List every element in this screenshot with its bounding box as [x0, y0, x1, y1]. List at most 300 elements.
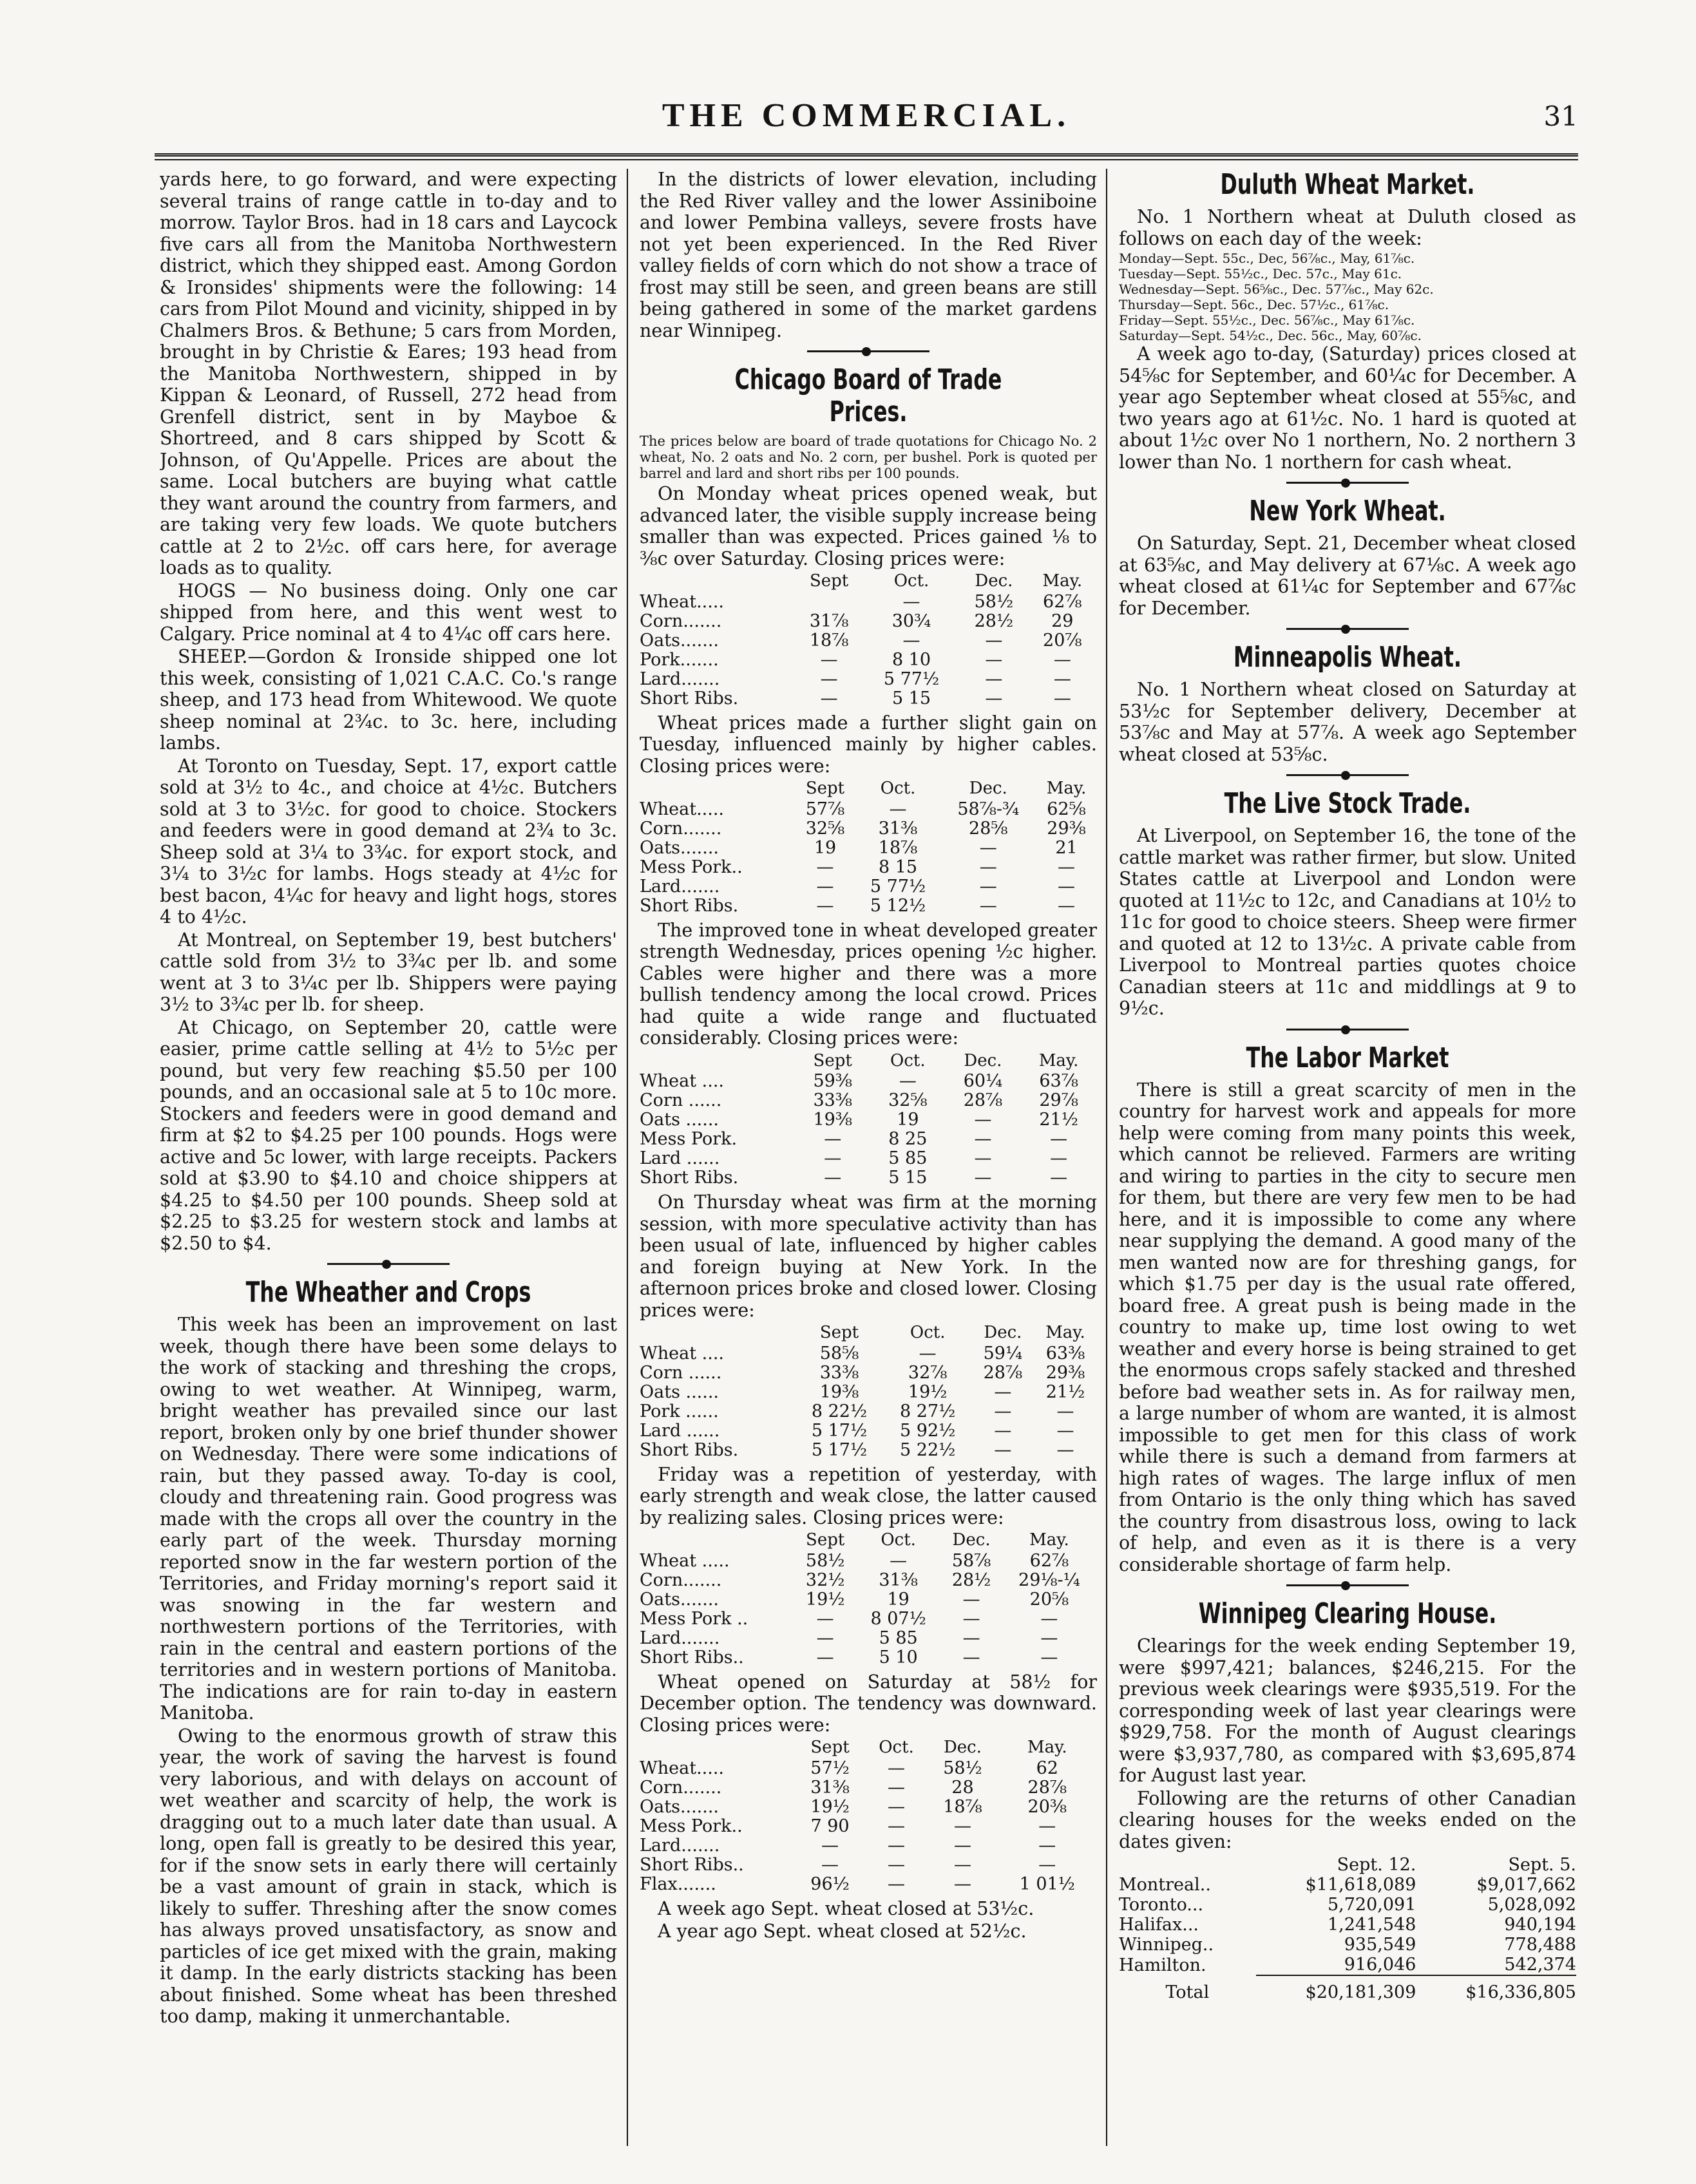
price-value: —: [979, 876, 997, 897]
price-value: —: [1058, 857, 1076, 877]
commodity-label: Short Ribs.: [640, 1439, 739, 1460]
price-value: —: [1050, 1129, 1068, 1149]
price-row: [640, 858, 1097, 877]
article-paragraph: SHEEP.—Gordon & Ironside shipped one lot this week, consisting of 1,021 C.A.C. Co.'s range sheep, and 173 head from Whitewood. We quote sheep nominal at 2¾c. to 3c. here, including lambs.: [160, 646, 617, 754]
price-value: —: [1050, 1148, 1068, 1168]
commodity-label: Corn.......: [640, 1777, 722, 1798]
price-value: 58½: [805, 1550, 845, 1571]
price-value: —: [994, 1382, 1012, 1402]
article-paragraph: Clearings for the week ending September 19, were $997,421; balances, $246,215. For the previous week clearings were $935,519. For the corresponding week of last year clearings were $929,758. For the month of August clearings were $3,937,780, as compared with $3,695,874 for August last year.: [1119, 1635, 1576, 1786]
price-value: —: [1038, 1816, 1056, 1836]
article-paragraph: Friday was a repetition of yesterday, with early strength and weak close, the latter caused by realizing sales. Closing prices were:: [640, 1463, 1097, 1528]
price-value: —: [974, 1110, 992, 1130]
price-column-header: Sept: [813, 1050, 852, 1070]
price-value: —: [979, 837, 997, 858]
article-paragraph: A week ago Sept. wheat closed at 53½c.: [658, 1897, 1034, 1919]
price-value: 8 27½: [900, 1401, 956, 1421]
price-value: —: [824, 1168, 842, 1188]
column-divider: [627, 169, 628, 2146]
price-value: —: [962, 1628, 980, 1648]
price-value: —: [1040, 1647, 1058, 1667]
price-value: 5 22½: [900, 1439, 956, 1460]
price-column-header: [640, 1322, 795, 1344]
price-value: 32⅞: [908, 1362, 948, 1383]
commodity-label: Short Ribs..: [640, 1854, 744, 1875]
price-row: [640, 1817, 1097, 1836]
price-row: [640, 800, 1097, 819]
price-column-header: May.: [1038, 1050, 1079, 1070]
clearing-value: 1,241,548: [1327, 1915, 1416, 1935]
price-value: 28½: [974, 611, 1014, 631]
price-column-header: May.: [1029, 1530, 1069, 1550]
masthead: [155, 97, 1578, 142]
price-value: 58⅝: [819, 1343, 859, 1363]
price-value: 19: [897, 1110, 919, 1130]
duluth-day-quote: Tuesday—Sept. 55½c., Dec. 57c., May 61c.: [1119, 266, 1402, 281]
price-value: 28⅝: [969, 818, 1008, 839]
price-value: 5 10: [879, 1647, 918, 1667]
price-row: [640, 1421, 1097, 1441]
price-column-header: Dec.: [975, 571, 1013, 591]
price-value: 32½: [805, 1570, 845, 1590]
price-value: —: [890, 1550, 908, 1571]
price-value: 5 77½: [870, 876, 926, 897]
price-value: 58½: [974, 591, 1014, 612]
price-value: —: [953, 1854, 971, 1875]
price-value: —: [1056, 1420, 1074, 1441]
price-value: 63⅜: [1045, 1343, 1085, 1363]
price-value: —: [888, 1816, 905, 1836]
price-row: [640, 1344, 1097, 1363]
price-row: [640, 612, 1097, 631]
clearing-total-value: $20,181,309: [1256, 1975, 1416, 2002]
price-row: [640, 1759, 1097, 1778]
price-column-header: Dec.: [969, 779, 1007, 798]
price-table: [640, 1050, 1097, 1188]
price-value: 5 17½: [811, 1439, 868, 1460]
price-value: —: [974, 1168, 992, 1188]
article-paragraph: A year ago Sept. wheat closed at 52½c.: [658, 1921, 1027, 1942]
commodity-label: Wheat.....: [640, 1758, 724, 1778]
commodity-label: Wheat .....: [640, 1550, 730, 1571]
price-value: 58⅞-¾: [957, 799, 1020, 819]
price-value: —: [821, 1854, 839, 1875]
commodity-label: Oats.......: [640, 1796, 719, 1817]
price-value: —: [902, 591, 920, 612]
price-value: —: [985, 669, 1003, 689]
commodity-label: Lard.......: [640, 876, 720, 897]
price-row: [640, 819, 1097, 839]
commodity-label: Lard.......: [640, 1835, 720, 1856]
price-value: —: [1058, 876, 1076, 897]
price-column-header: Sept: [806, 1530, 845, 1550]
price-column-header: Oct.: [880, 779, 916, 798]
city-label: Montreal..: [1119, 1875, 1211, 1895]
price-value: —: [1053, 688, 1071, 708]
price-value: 1 01½: [1019, 1874, 1075, 1894]
price-value: —: [979, 895, 997, 916]
column-1: [160, 169, 617, 2159]
price-value: —: [1040, 1608, 1058, 1629]
commodity-label: Mess Pork..: [640, 857, 743, 877]
clearing-value: 542,374: [1504, 1955, 1576, 1975]
clearing-value: 5,720,091: [1327, 1895, 1416, 1915]
price-value: —: [902, 630, 920, 650]
price-table-header: [640, 1322, 1097, 1344]
article-paragraph: The improved tone in wheat developed greater strength Wednesday, prices opening ½c higher. Cables were higher and there was a more bullish tendency among the local crowd. Prices had quite a wide range and fluctuated considerably. Closing prices were:: [640, 919, 1097, 1049]
article-paragraph: At Liverpool, on September 16, the tone of the cattle market was rather firmer, but slow. United States cattle at Liverpool and London were quoted at 11½c to 12c, and Canadians at 10½ to 11c for good to choice steers. Sheep were firmer and quoted at 12 to 13½c. A private cable from Liverpool to Montreal parties quotes choice Canadian steers at 11c and middlings at 9 to 9½c.: [1119, 825, 1576, 1019]
price-table-header: [640, 778, 1097, 800]
price-value: 31⅞: [809, 611, 849, 631]
article-paragraph: Following are the returns of other Canadian clearing houses for the weeks ended on the dates given:: [1119, 1787, 1576, 1852]
price-value: 28: [951, 1777, 974, 1798]
price-value: —: [994, 1420, 1012, 1441]
price-value: 18⅞: [809, 630, 849, 650]
commodity-label: Short Ribs.: [640, 688, 739, 708]
price-column-header: Oct.: [910, 1323, 946, 1342]
clearing-total-label: Total: [1165, 1982, 1210, 2002]
clearing-header: Sept. 5.: [1508, 1855, 1576, 1875]
price-value: 21½: [1045, 1382, 1085, 1402]
price-value: —: [888, 1777, 905, 1798]
price-value: 59¼: [983, 1343, 1023, 1363]
price-value: 5 12½: [870, 895, 926, 916]
duluth-day-quote: Thursday—Sept. 56c., Dec. 57½c., 61⅞c.: [1119, 297, 1389, 312]
clearing-total-value: $16,336,805: [1416, 1975, 1576, 2002]
price-value: 8 10: [891, 649, 931, 670]
price-row: [640, 877, 1097, 897]
price-row: [640, 1091, 1097, 1110]
price-table-header: [640, 571, 1097, 593]
price-value: 5 77½: [883, 669, 940, 689]
article-paragraph: Owing to the enormous growth of straw this year, the work of saving the harvest is found very laborious, and with delays on account of wet weather and scarcity of help, the work is dragging out to a much later date than usual. A long, open fall is greatly to be desired this year, for if the snow sets in early there will certainly be a vast amount of grain in stack, which is likely to suffer. Threshing after the snow comes has always proved unsatisfactory, as snow and particles of ice get mixed with the grain, making it damp. In the early districts stacking has been about finished. Some wheat has been threshed too damp, making it unmerchantable.: [160, 1725, 617, 2027]
section-heading: The Wheather and Crops: [245, 1276, 531, 1309]
price-value: —: [824, 1129, 842, 1149]
price-row: [640, 1629, 1097, 1648]
price-value: —: [962, 1589, 980, 1610]
price-value: —: [953, 1874, 971, 1894]
price-table-header: [640, 1530, 1097, 1552]
price-value: —: [888, 1835, 905, 1856]
price-column-header: [640, 1050, 795, 1072]
price-value: —: [1056, 1439, 1074, 1460]
article-paragraph: A week ago to-day, (Saturday) prices closed at 54⅝c for September, and 60¼c for December. A year ago September wheat closed at 55⅝c, and two years ago at 61½c. No. 1 hard is quoted at about 1½c over No 1 northern, No. 2 northern 3 lower than No. 1 northern for cash wheat.: [1119, 343, 1576, 473]
price-row: [640, 1856, 1097, 1875]
price-value: 19½: [810, 1796, 850, 1817]
price-column-header: Sept: [819, 1323, 859, 1342]
section-separator: [807, 350, 929, 356]
price-row: [640, 1168, 1097, 1188]
commodity-label: Corn ......: [640, 1090, 722, 1110]
clearing-value: $11,618,089: [1305, 1875, 1416, 1895]
price-row: [640, 1836, 1097, 1856]
price-row: [640, 1383, 1097, 1402]
price-value: 57⅞: [805, 799, 845, 819]
clearing-total-row: [1119, 1975, 1576, 2002]
commodity-label: Corn.......: [640, 818, 722, 839]
price-value: —: [888, 1758, 905, 1778]
price-value: —: [816, 1647, 834, 1667]
price-value: —: [816, 1628, 834, 1648]
price-value: 18⅞: [878, 837, 918, 858]
price-value: 7 90: [810, 1816, 850, 1836]
section-separator: [1286, 482, 1409, 488]
city-label: Halifax...: [1119, 1915, 1199, 1935]
price-value: —: [1038, 1854, 1056, 1875]
price-value: —: [985, 649, 1003, 670]
duluth-day-quote: Wednesday—Sept. 56⅝c., Dec. 57⅞c., May 62c.: [1119, 281, 1434, 297]
price-value: —: [1056, 1401, 1074, 1421]
column-divider: [1106, 169, 1107, 2146]
price-table: [640, 778, 1097, 916]
clearing-value: 935,549: [1344, 1935, 1416, 1955]
price-row: [640, 1571, 1097, 1590]
price-value: 19: [814, 837, 837, 858]
clearing-value: 5,028,092: [1487, 1895, 1576, 1915]
price-value: 8 15: [878, 857, 918, 877]
price-value: —: [985, 630, 1003, 650]
price-value: 31⅜: [810, 1777, 850, 1798]
price-column-header: Oct.: [881, 1530, 916, 1550]
price-value: 19½: [908, 1382, 948, 1402]
price-value: 28½: [951, 1570, 991, 1590]
commodity-label: Wheat ....: [640, 1343, 724, 1363]
clearing-row: [1119, 1915, 1576, 1935]
price-value: 21: [1055, 837, 1078, 858]
commodity-label: Lard.......: [640, 1628, 720, 1648]
price-value: 28⅞: [963, 1090, 1003, 1110]
clearing-header: Sept. 12.: [1337, 1855, 1416, 1875]
section-separator: [1286, 1584, 1409, 1590]
section-heading: Minneapolis Wheat.: [1234, 641, 1462, 674]
price-value: 62⅝: [1047, 799, 1086, 819]
commodity-label: Wheat ....: [640, 1071, 724, 1091]
price-value: —: [962, 1608, 980, 1629]
page-number: 31: [1543, 100, 1578, 132]
commodity-label: Lard.......: [640, 669, 720, 689]
clearing-rows: [1119, 1875, 1576, 1975]
article-paragraph: On Saturday, Sept. 21, December wheat closed at 63⅝c, and May delivery at 67⅛c. A week ago wheat closed at 61¼c for September and 67⅞c for December.: [1119, 533, 1576, 619]
column-3: [1119, 169, 1576, 2159]
price-value: —: [979, 857, 997, 877]
price-value: 5 85: [879, 1628, 918, 1648]
masthead-title: THE COMMERCIAL.: [662, 97, 1071, 134]
price-column-header: Sept: [809, 571, 849, 591]
price-column-header: May.: [1045, 1323, 1085, 1342]
price-row: [640, 1590, 1097, 1610]
price-value: 33⅜: [813, 1090, 852, 1110]
price-value: 62⅞: [1029, 1550, 1069, 1571]
price-value: 8 07½: [870, 1608, 926, 1629]
price-value: —: [994, 1401, 1012, 1421]
price-value: —: [1053, 649, 1071, 670]
price-value: —: [953, 1816, 971, 1836]
price-column-header: May.: [1046, 779, 1087, 798]
section-separator: [1286, 628, 1409, 634]
header-rule: [155, 153, 1578, 160]
price-note: The prices below are board of trade quotations for Chicago No. 2 wheat, No. 2 oats and No. 2 corn, per bushel. Pork is quoted per barrel and lard and short ribs per 100 pounds.: [640, 433, 1097, 481]
commodity-label: Pork ......: [640, 1401, 719, 1421]
price-value: —: [1058, 895, 1076, 916]
section-heading: Chicago Board of Trade Prices.: [734, 363, 1002, 428]
section-heading: The Live Stock Trade.: [1224, 787, 1471, 820]
commodity-label: Mess Pork..: [640, 1816, 743, 1836]
commodity-label: Mess Pork.: [640, 1129, 738, 1149]
city-label: Winnipeg..: [1119, 1935, 1214, 1955]
clearing-header: [1119, 1855, 1256, 1875]
clearing-row: [1119, 1875, 1576, 1895]
price-value: —: [919, 1343, 937, 1363]
city-label: Toronto...: [1119, 1895, 1204, 1915]
section-separator: [1286, 774, 1409, 780]
article-paragraph: At Toronto on Tuesday, Sept. 17, export cattle sold at 3½ to 4c., and choice at 4½c. Butchers sold at 3 to 3½c. for good to choice. Stockers and feeders were in good demand at 2¾ to 3c. Sheep sold at 3¼ to 3¾c. for export stock, and 3¼ to 3½c for lambs. Hogs steady at 4½c for best bacon, 4¼c for heavy and light hogs, stores 4 to 4½c.: [160, 755, 617, 927]
price-value: —: [889, 799, 907, 819]
commodity-label: Lard ......: [640, 1420, 720, 1441]
price-row: [640, 1072, 1097, 1091]
price-row: [640, 1648, 1097, 1667]
price-value: 29⅜: [1047, 818, 1086, 839]
price-value: —: [974, 1148, 992, 1168]
clearing-table: [1119, 1855, 1576, 2002]
price-value: 5 17½: [811, 1420, 868, 1441]
price-row: [640, 1552, 1097, 1571]
price-row: [640, 593, 1097, 612]
commodity-label: Flax.......: [640, 1874, 716, 1894]
commodity-label: Oats.......: [640, 630, 719, 650]
price-table-header: [640, 1737, 1097, 1759]
price-value: 19⅜: [813, 1110, 852, 1130]
article-paragraph: There is still a great scarcity of men in the country for harvest work and appeals for more help were coming from many points this week, which cannot be relieved. Farmers are writing and wiring to parties in the city to secure men for them, but there are very few men to be had here, and it is impossible to come any where near supplying the demand. A good many of the men wanted now are for threshing gangs, for which $1.75 per day is the usual rate offered, board free. A great push is being made in the country to make up, time lost owing to wet weather and every horse is being strained to get the enormous crops safely stacked and threshed before bad weather sets in. As for railway men, a large number of whom are wanted, it is almost impossible to get men for this class of work while there is such a demand from farmers at high rates of wages. The large influx of men from Ontario is the only thing which has saved the country from disastrous loss, owing to lack of help, and even as it is there is a very considerable shortage of farm help.: [1119, 1079, 1576, 1575]
price-value: —: [994, 1439, 1012, 1460]
price-value: —: [899, 1071, 917, 1091]
article-paragraph: HOGS — No business doing. Only one car shipped from here, and this went west to Calgary. Price nominal at 4 to 4¼c off cars here.: [160, 580, 617, 645]
commodity-label: Short Ribs..: [640, 1647, 744, 1667]
price-column-header: [640, 571, 795, 593]
price-row: [640, 1441, 1097, 1460]
article-paragraph: This week has been an improvement on last week, though there have been some delays to the work of stacking and threshing the crops, owing to wet weather. At Winnipeg, warm, bright weather has prevailed since our last report, broken only by one brief thunder shower on Wednesday. There were some indications of rain, but they passed away. To-day is cool, cloudy and threatening rain. Good progress was made with the crops all over the country in the early part of the week. Thursday morning reported snow in the far western portion of the Territories, and Friday morning's report said it was snowing in the far western and northwestern portions of the Territories, with rain in the central and eastern portions of the territories and in western portions of Manitoba. The indications are for rain to-day in eastern Manitoba.: [160, 1314, 617, 1723]
price-row: [640, 897, 1097, 916]
price-row: [640, 670, 1097, 689]
clearing-value: 916,046: [1344, 1955, 1416, 1975]
price-table: [640, 1322, 1097, 1460]
clearing-value: 940,194: [1504, 1915, 1576, 1935]
commodity-label: Oats ......: [640, 1382, 719, 1402]
price-value: —: [1050, 1168, 1068, 1188]
commodity-label: Oats.......: [640, 837, 719, 858]
price-row: [640, 839, 1097, 858]
duluth-day-quote: Saturday—Sept. 54½c., Dec. 56c., May, 60⅞c.: [1119, 328, 1422, 343]
column-2: [640, 169, 1097, 2159]
commodity-label: Wheat.....: [640, 799, 724, 819]
article-paragraph: No. 1 Northern wheat at Duluth closed as follows on each day of the week:: [1119, 206, 1576, 249]
price-value: —: [1053, 669, 1071, 689]
price-row: [640, 650, 1097, 670]
price-column-header: [640, 1737, 795, 1759]
price-value: 18⅞: [943, 1796, 982, 1817]
price-value: 19⅜: [819, 1382, 859, 1402]
clearing-value: $9,017,662: [1476, 1875, 1576, 1895]
price-value: —: [985, 688, 1003, 708]
price-value: 21½: [1039, 1110, 1078, 1130]
commodity-label: Short Ribs.: [640, 1168, 739, 1188]
price-value: 32⅝: [888, 1090, 928, 1110]
commodity-label: Mess Pork ..: [640, 1608, 748, 1629]
price-value: 28⅞: [983, 1362, 1023, 1383]
article-paragraph: Wheat prices made a further slight gain on Tuesday, influenced mainly by higher cables. Closing prices were:: [640, 712, 1097, 777]
price-value: 20⅞: [1043, 630, 1082, 650]
commodity-label: Corn.......: [640, 611, 722, 631]
price-table: [640, 571, 1097, 708]
price-value: 19½: [805, 1589, 845, 1610]
commodity-label: Oats ......: [640, 1110, 719, 1130]
commodity-label: Corn ......: [640, 1362, 722, 1383]
commodity-label: Pork.......: [640, 649, 719, 670]
price-value: —: [816, 1608, 834, 1629]
price-column-header: Sept: [810, 1738, 850, 1757]
price-value: —: [816, 876, 834, 897]
article-paragraph: In the districts of lower elevation, including the Red River valley and the lower Assiniboine and lower Pembina valleys, severe frosts have not yet been experienced. In the Red River valley fields of corn which do not show a trace of frost may still be seen, and green beans are still being gathered in some of the market gardens near Winnipeg.: [640, 169, 1097, 341]
clearing-value: 778,488: [1504, 1935, 1576, 1955]
section-heading: Winnipeg Clearing House.: [1198, 1597, 1497, 1630]
price-value: 19: [887, 1589, 910, 1610]
article-paragraph: Wheat opened on Saturday at 58½ for December option. The tendency was downward. Closing prices were:: [640, 1671, 1097, 1736]
price-row: [640, 1110, 1097, 1130]
duluth-day-quote: Friday—Sept. 55½c., Dec. 56⅞c., May 61⅞c.: [1119, 312, 1415, 328]
price-value: —: [888, 1796, 905, 1817]
article-paragraph: On Monday wheat prices opened weak, but advanced later, the visible supply increase being smaller than was expected. Prices gained ⅛ to ⅜c over Saturday. Closing prices were:: [640, 483, 1097, 569]
price-row: [640, 1798, 1097, 1817]
price-value: —: [821, 1835, 839, 1856]
section-heading: The Labor Market: [1246, 1041, 1449, 1074]
price-value: —: [962, 1647, 980, 1667]
price-value: 57½: [810, 1758, 850, 1778]
price-row: [640, 1875, 1097, 1894]
price-column-header: Dec.: [964, 1050, 1002, 1070]
price-table-header: [640, 1050, 1097, 1072]
price-value: 5 92½: [900, 1420, 956, 1441]
city-label: Hamilton.: [1119, 1955, 1206, 1975]
price-value: —: [816, 895, 834, 916]
article-paragraph: On Thursday wheat was firm at the morning session, with more speculative activity than has been usual of late, influenced by higher cables and foreign buying at New York. In the afternoon prices broke and closed lower. Closing prices were:: [640, 1192, 1097, 1321]
price-column-header: [640, 1530, 795, 1552]
price-table: [640, 1530, 1097, 1667]
price-row: [640, 1778, 1097, 1798]
clearing-row: [1119, 1895, 1576, 1915]
price-value: 31⅜: [879, 1570, 918, 1590]
price-value: 29⅛-¼: [1018, 1570, 1080, 1590]
price-value: 8 22½: [811, 1401, 868, 1421]
price-column-header: [640, 778, 795, 800]
price-value: 29⅞: [1039, 1090, 1078, 1110]
price-row: [640, 689, 1097, 708]
commodity-label: Oats.......: [640, 1589, 719, 1610]
commodity-label: Corn.......: [640, 1570, 722, 1590]
price-row: [640, 1610, 1097, 1629]
price-row: [640, 1402, 1097, 1421]
price-value: 8 25: [888, 1129, 928, 1149]
price-value: —: [820, 688, 838, 708]
section-heading: New York Wheat.: [1249, 495, 1446, 527]
section-heading: Duluth Wheat Market.: [1220, 169, 1475, 201]
price-value: 29⅜: [1045, 1362, 1085, 1383]
clearing-row: [1119, 1935, 1576, 1955]
price-value: 58⅞: [951, 1550, 991, 1571]
price-value: 20⅜: [1027, 1796, 1067, 1817]
price-value: 62⅞: [1043, 591, 1082, 612]
price-value: —: [820, 669, 838, 689]
price-value: —: [888, 1874, 905, 1894]
price-value: 63⅞: [1039, 1071, 1078, 1091]
